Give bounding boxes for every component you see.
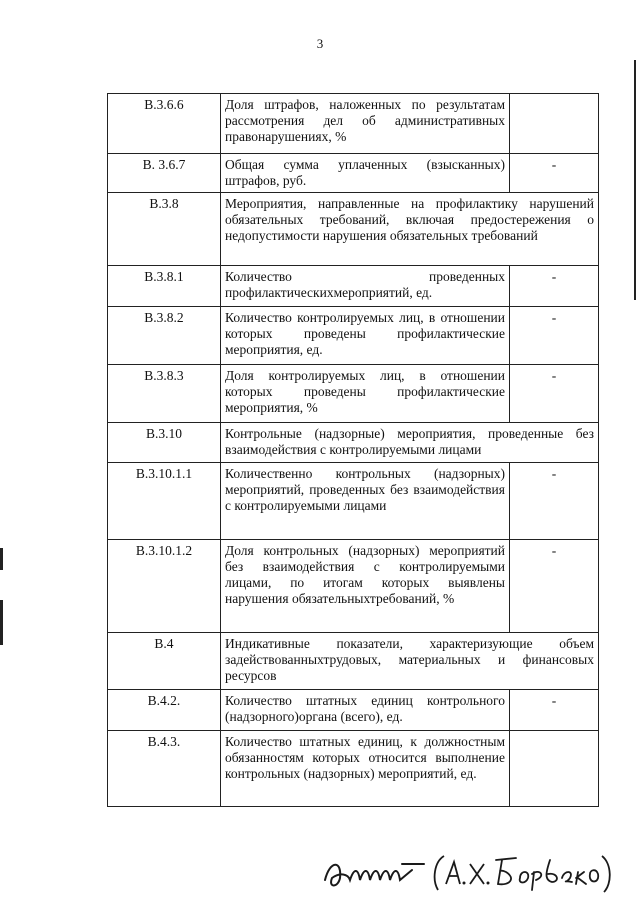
row-text: Количество штатных единиц, к должностным обязанностям которых относится выполнение контрольных (надзорных) мероприятий, ед. [221,731,510,807]
table-row [108,540,599,633]
row-text: Количественно контрольных (надзорных) мероприятий, проведенных без взаимодействия с контролируемыми лицами [221,463,510,540]
table-row [108,307,599,365]
row-text: Количество проведенных профилактическихмероприятий, ед. [221,266,510,307]
table-row [108,365,599,423]
row-code: В.4 [108,633,221,690]
handwritten-signature [320,850,620,898]
row-value [510,731,599,807]
row-code: В.3.8.2 [108,307,221,365]
row-value: - [510,307,599,365]
table-row [108,423,599,463]
table-row [108,731,599,807]
row-value: - [510,154,599,193]
page-number: 3 [316,36,324,51]
row-text: Доля контролируемых лиц, в отношении которых проведены профилактические мероприятия, % [221,365,510,423]
indicators-table [107,93,599,807]
scan-edge-mark [634,60,636,300]
scan-edge-mark [0,548,3,570]
table-row [108,463,599,540]
row-value: - [510,540,599,633]
scan-edge-mark [0,600,3,645]
table-row [108,94,599,154]
table-row [108,193,599,266]
table-row [108,633,599,690]
table-row [108,690,599,731]
row-value [510,94,599,154]
row-text: Мероприятия, направленные на профилактику нарушений обязательных требований, включая предостережения о недопустимости нарушения обязательных требований [221,193,599,266]
row-text: Доля контрольных (надзорных) мероприятий без взаимодействия с контролируемыми лицами, по итогам которых выявлены нарушения обязательныхтребований, % [221,540,510,633]
row-text: Количество контролируемых лиц, в отношении которых проведены профилактические мероприятия, ед. [221,307,510,365]
row-text: Индикативные показатели, характеризующие объем задействованныхтрудовых, материальных и финансовых ресурсов [221,633,599,690]
row-value: - [510,266,599,307]
row-value: - [510,690,599,731]
row-code: В.3.8.3 [108,365,221,423]
row-value: - [510,365,599,423]
row-code: В.3.8 [108,193,221,266]
row-code: В.4.2. [108,690,221,731]
row-code: В.3.10.1.1 [108,463,221,540]
row-value: - [510,463,599,540]
row-code: В.3.6.6 [108,94,221,154]
row-code: В.3.10.1.2 [108,540,221,633]
row-text: Общая сумма уплаченных (взысканных) штрафов, руб. [221,154,510,193]
table-row [108,154,599,193]
row-code: В.3.8.1 [108,266,221,307]
table-row [108,266,599,307]
row-text: Количество штатных единиц контрольного (надзорного)органа (всего), ед. [221,690,510,731]
row-text: Контрольные (надзорные) мероприятия, проведенные без взаимодействия с контролируемыми лицами [221,423,599,463]
row-code: В.3.10 [108,423,221,463]
row-code: В. 3.6.7 [108,154,221,193]
row-code: В.4.3. [108,731,221,807]
row-text: Доля штрафов, наложенных по результатам рассмотрения дел об административных правонарушениях, % [221,94,510,154]
